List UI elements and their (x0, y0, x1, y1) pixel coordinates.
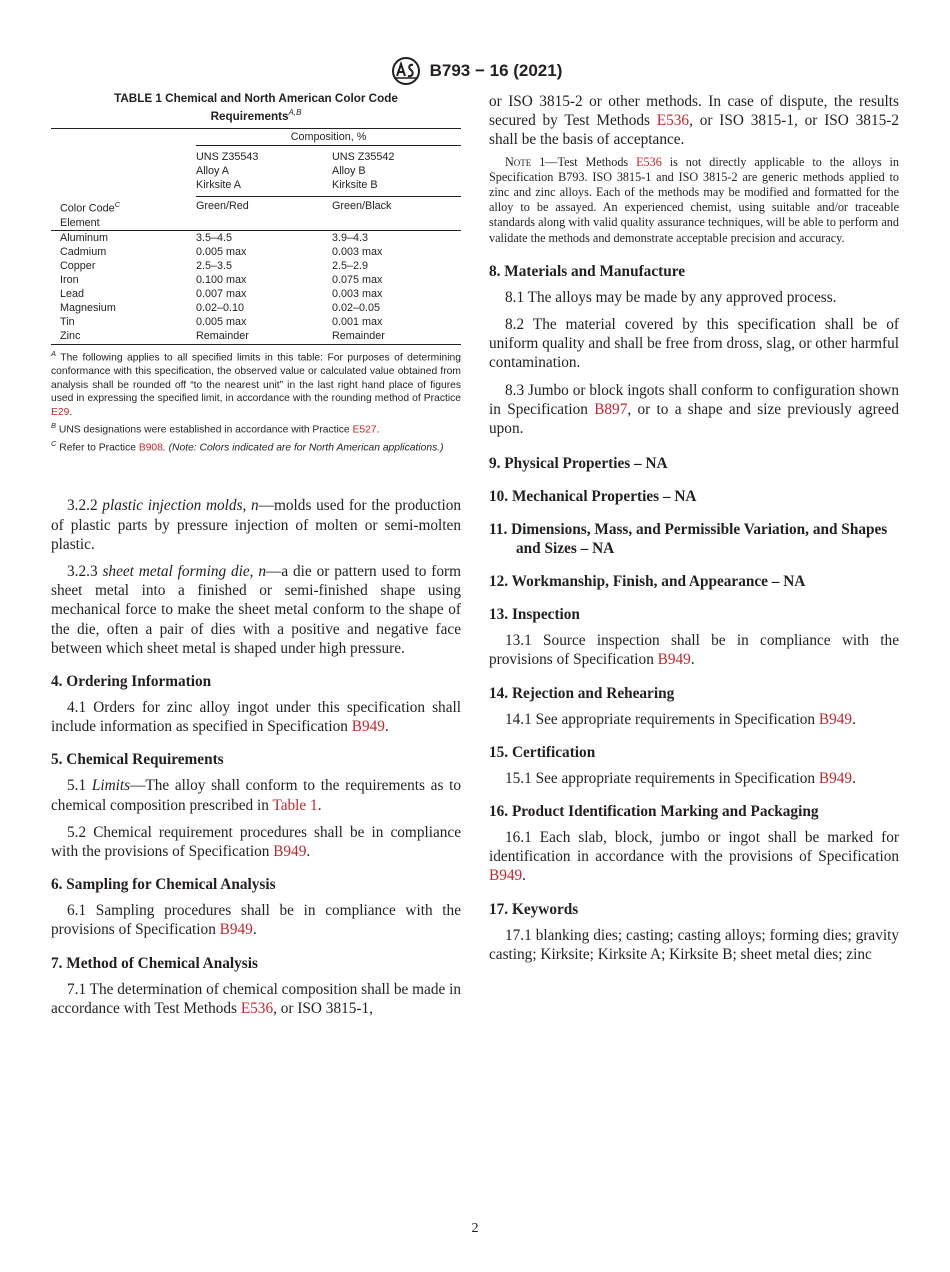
link-b949[interactable]: B949 (351, 718, 385, 736)
color-code-text: Color Code (60, 202, 115, 215)
table-caption-footnote-marks: A,B (288, 108, 302, 117)
value-b: 0.075 max (332, 273, 383, 286)
section-12-title: 12. Workmanship, Finish, and Appearance – NA (489, 573, 806, 591)
paragraph-4-1 (51, 698, 461, 736)
link-b908[interactable]: B908 (138, 442, 163, 454)
value-a: 0.007 max (196, 287, 247, 300)
table-footnote-c (51, 437, 461, 455)
element-name: Copper (60, 259, 96, 272)
para-punct: . (852, 769, 856, 787)
defined-term: sheet metal forming die, n (102, 563, 267, 581)
right-column (489, 92, 899, 964)
note-text: 1—Test Methods (531, 154, 637, 169)
value-b: 0.003 max (332, 245, 383, 258)
footnote-text: Refer to Practice (56, 442, 139, 454)
para-text: 7.1 The determination of chemical composition shall be made in accordance with Test Methods (51, 980, 461, 1017)
value-a: 0.02–0.10 (196, 301, 245, 314)
alloy-b-label: Alloy B (332, 164, 366, 177)
paragraph-13-1 (489, 631, 899, 669)
paragraph-5-1 (51, 776, 461, 814)
section-13-title: 13. Inspection (489, 606, 580, 624)
value-b: 2.5–2.9 (332, 259, 369, 272)
note-label: Note (505, 154, 532, 169)
paragraph-8-3 (489, 381, 899, 439)
para-text: 15.1 See appropriate requirements in Specification (505, 769, 819, 787)
paragraph-3-2-2 (51, 496, 461, 554)
element-name: Aluminum (60, 231, 109, 244)
table-caption-line1: TABLE 1 Chemical and North American Color Code (114, 92, 398, 105)
footnote-punct: . (69, 406, 73, 418)
link-e527[interactable]: E527 (352, 424, 377, 436)
value-b: 0.001 max (332, 315, 383, 328)
alloy-a-uns: UNS Z35543 (196, 150, 259, 163)
color-b: Green/Black (332, 199, 392, 212)
paragraph-6-1 (51, 901, 461, 939)
element-name: Iron (60, 273, 79, 286)
astm-logo-icon (388, 56, 424, 86)
section-17-title: 17. Keywords (489, 900, 579, 918)
para-text: —a die or pattern used to form sheet metal into a finished or semi-finished shape using mechanical force to make the sheet metal conform to the shape of the die, often a pair of dies with a positive and negative face between which sheet metal is shaped under high pressure. (51, 563, 462, 657)
value-a: 0.005 max (196, 245, 247, 258)
para-text: 16.1 Each slab, block, jumbo or ingot shall be marked for identification in accordance with the provisions of Specification (489, 829, 899, 866)
paragraph-3-2-3 (51, 562, 461, 658)
empty-header-cell (51, 164, 196, 178)
footnote-mark: A (51, 348, 57, 358)
section-14-title: 14. Rejection and Rehearing (489, 684, 675, 702)
empty-cell (196, 216, 332, 231)
paragraph-8-2: 8.2 The material covered by this specification shall be of uniform quality and shall be free from dross, slag, or other harmful contamination. (489, 316, 899, 372)
table-caption-line2: Requirements (210, 109, 289, 123)
empty-header-cell (51, 128, 196, 145)
table-row (51, 329, 461, 345)
defined-term: Limits (91, 777, 131, 795)
color-code-footnote-mark: C (114, 200, 121, 210)
table-row (51, 259, 461, 273)
value-a: Remainder (196, 329, 332, 345)
paragraph-5-2 (51, 823, 461, 861)
link-e536[interactable]: E536 (240, 999, 274, 1017)
paragraph-16-1 (489, 828, 899, 886)
composition-header: Composition, % (196, 128, 461, 145)
table-row (51, 230, 461, 245)
note-1 (489, 155, 899, 246)
section-10-title: 10. Mechanical Properties – NA (489, 488, 697, 506)
para-num: 3.2.3 (67, 563, 103, 581)
para-text: , or ISO 3815-1, or ISO 3815-2 shall be the basis of acceptance. (489, 112, 899, 149)
document-designation: B793 − 16 (2021) (429, 61, 563, 80)
table-footnote-a (51, 347, 461, 419)
para-punct: . (852, 710, 856, 728)
empty-header-cell (51, 178, 196, 197)
color-code-label (51, 196, 196, 216)
section-16-title: 16. Product Identification Marking and Packaging (489, 803, 819, 821)
section-6-title: 6. Sampling for Chemical Analysis (51, 876, 276, 894)
paragraph-7-1-continued (489, 92, 899, 150)
alloy-b-name: Kirksite B (332, 178, 461, 197)
table-row (51, 301, 461, 315)
value-a: 0.005 max (196, 315, 247, 328)
link-b949[interactable]: B949 (657, 651, 691, 669)
paragraph-15-1 (489, 769, 899, 788)
note-text: is not directly applicable to the alloys in Specification B793. ISO 3815-1 and ISO 3815-2 are generic methods applied to zinc and zinc alloys. Each of the methods may be modified and formatted for the alloy to be assayed. An experienced chemist, using suitable and/or traceable standards along with valid quality assurance techniques, will be able to perform and validate the methods and demonstrate acceptable precision and accuracy. (489, 154, 899, 245)
para-punct: . (252, 921, 257, 939)
table-row (51, 287, 461, 301)
section-9-title: 9. Physical Properties – NA (489, 455, 668, 473)
page-number: 2 (471, 1221, 479, 1236)
paragraph-8-1: 8.1 The alloys may be made by any approved process. (505, 288, 837, 306)
footnote-mark: B (51, 421, 57, 431)
alloy-a-name: Kirksite A (196, 178, 332, 197)
para-text: 13.1 Source inspection shall be in compliance with the provisions of Specification (489, 632, 899, 669)
defined-term: plastic injection molds, n (102, 497, 259, 515)
para-punct: . (306, 843, 311, 861)
section-5-title: 5. Chemical Requirements (51, 751, 224, 769)
para-text-end: , or ISO 3815-1, (273, 999, 373, 1017)
footnote-punct: . (376, 424, 380, 436)
link-e536[interactable]: E536 (656, 112, 690, 130)
para-text: , or to a shape and size previously agreed upon. (489, 400, 899, 438)
element-name: Cadmium (60, 245, 107, 258)
alloy-a-label: Alloy A (196, 164, 230, 177)
table-row (51, 273, 461, 287)
footnote-text: The following applies to all specified limits in this table: For purposes of determining conformance with this specification, the observed value or calculated value obtained from analysis shall be rounded off “to the nearest unit” in the last right hand place of figures used in expressing the specified limit, in accordance with the rounding method of Practice (51, 352, 461, 405)
para-text: 4.1 Orders for zinc alloy ingot under this specification shall include information as specified in Specification (51, 699, 461, 736)
element-name: Lead (60, 287, 85, 300)
page-header (0, 56, 950, 86)
para-text: 6.1 Sampling procedures shall be in compliance with the provisions of Specification (51, 902, 461, 939)
link-e29[interactable]: E29 (51, 406, 70, 418)
para-punct: . (317, 796, 322, 814)
value-a: 3.5–4.5 (196, 231, 233, 244)
paragraph-14-1 (489, 710, 899, 729)
chemical-requirements-table (51, 128, 461, 345)
link-b949[interactable]: B949 (818, 710, 853, 728)
para-punct: . (690, 651, 695, 669)
value-b: 3.9–4.3 (332, 231, 369, 244)
empty-cell (332, 216, 461, 231)
table-row (51, 315, 461, 329)
para-num: 3.2.2 (67, 497, 103, 515)
para-text: 14.1 See appropriate requirements in Specification (505, 710, 819, 728)
left-column (51, 92, 461, 1018)
alloy-b-uns: UNS Z35542 (332, 150, 395, 163)
element-name: Tin (60, 315, 75, 328)
section-8-title: 8. Materials and Manufacture (489, 262, 686, 280)
para-text: —molds used for the production of plastic parts by pressure injection of molten or semi-molten plastic. (51, 497, 461, 553)
table-row (51, 245, 461, 259)
footnote-mark: C (51, 439, 57, 449)
paragraph-17-1: 17.1 blanking dies; casting; casting alloys; forming dies; gravity casting; Kirksite; Kirksite A; Kirksite B; sheet metal dies; zinc (489, 926, 899, 963)
link-e536[interactable]: E536 (636, 154, 662, 169)
para-text: 8.3 Jumbo or block ingots shall conform to configuration shown in Specification (489, 381, 899, 418)
value-b: 0.02–0.05 (332, 301, 381, 314)
link-b897[interactable]: B897 (594, 400, 628, 418)
table-footnote-b (51, 419, 461, 437)
section-7-title: 7. Method of Chemical Analysis (51, 954, 258, 972)
value-b: Remainder (332, 329, 461, 345)
value-b: 0.003 max (332, 287, 383, 300)
empty-header-cell (51, 145, 196, 164)
link-b949[interactable]: B949 (489, 867, 523, 885)
section-15-title: 15. Certification (489, 743, 596, 761)
para-punct: . (522, 867, 526, 885)
footnote-text: UNS designations were established in accordance with Practice (56, 424, 353, 436)
para-text: —The alloy shall conform to the requirements as to chemical composition prescribed in (51, 777, 461, 814)
link-b949[interactable]: B949 (818, 769, 853, 787)
color-a: Green/Red (196, 199, 249, 212)
link-table-1[interactable]: Table 1 (272, 796, 318, 814)
value-a: 0.100 max (196, 273, 247, 286)
section-11-title: 11. Dimensions, Mass, and Permissible Variation, and Shapes and Sizes – NA (489, 521, 888, 558)
value-a: 2.5–3.5 (196, 259, 233, 272)
section-4-title: 4. Ordering Information (51, 673, 212, 691)
paragraph-7-1 (51, 980, 461, 1018)
para-punct: . (384, 718, 389, 736)
para-num: 5.1 (67, 777, 92, 795)
table-caption (51, 92, 461, 124)
element-name: Zinc (51, 329, 196, 345)
para-text: 5.2 Chemical requirement procedures shall be in compliance with the provisions of Specification (51, 823, 461, 861)
link-b949[interactable]: B949 (273, 843, 307, 861)
element-name: Magnesium (60, 301, 116, 314)
para-text: or ISO 3815-2 or other methods. In case of dispute, the results secured by Test Methods (489, 93, 899, 130)
footnote-italic-text: . (Note: Colors indicated are for North American applications.) (162, 442, 444, 454)
link-b949[interactable]: B949 (219, 921, 253, 939)
element-label: Element (51, 216, 196, 231)
